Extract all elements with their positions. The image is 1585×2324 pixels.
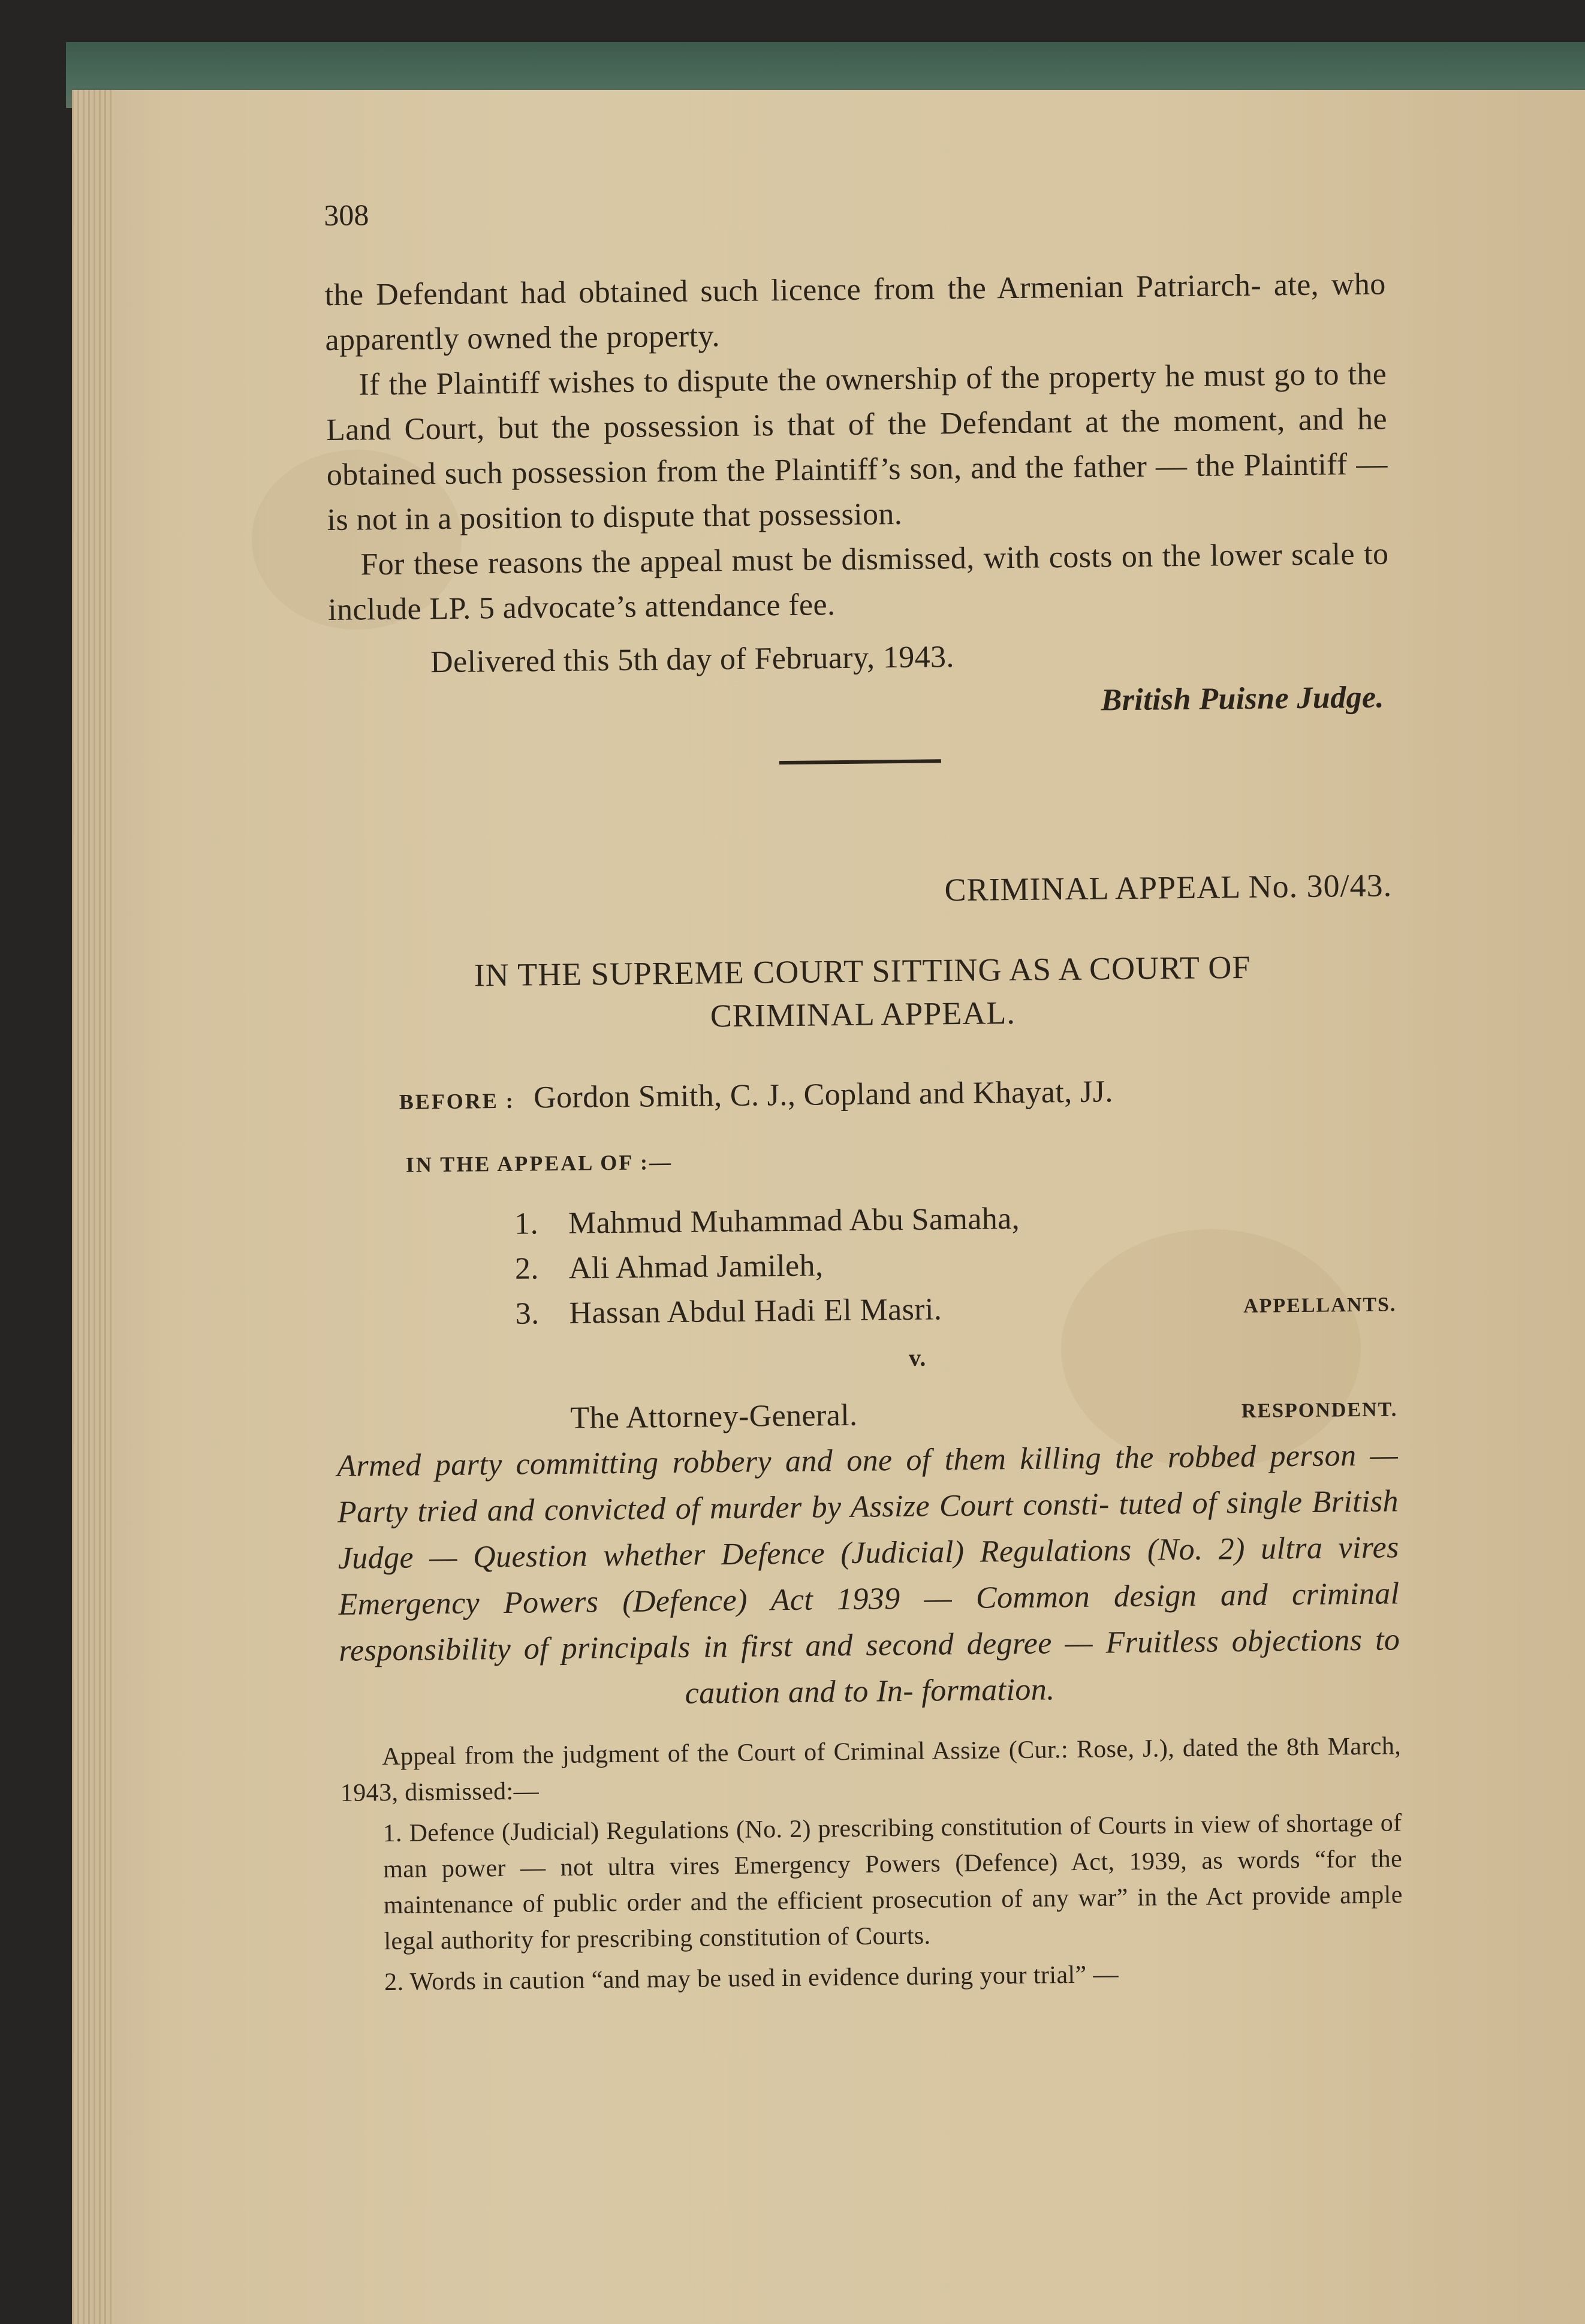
before-line [333,1066,1394,1125]
summary [340,1728,1403,2001]
versus-label: v. [908,1344,926,1371]
paragraph-continuation: the Defendant had obtained such licence from the Armenian Patriarch- ate, who apparently owned the property. [324,267,1386,357]
respondent-name: The Attorney-General. [570,1398,858,1435]
appellant-name: Hassan Abdul Hadi El Masri. [569,1292,942,1330]
before-label: BEFORE : [399,1088,516,1114]
summary-item: 2. Words in caution “and may be used in evidence during your trial” — [384,1961,1119,1997]
in-appeal-label: IN THE APPEAL OF :— [405,1149,673,1177]
appellant-number: 1. [514,1206,539,1241]
judge-signature: British Puisne Judge. [1101,680,1385,718]
appellant-name: Ali Ahmad Jamileh, [568,1248,824,1286]
before-judges: Gordon Smith, C. J., Copland and Khayat, JJ. [533,1074,1113,1115]
summary-intro: Appeal from the judgment of the Court of Criminal Assize (Cur.: Rose, J.), dated the 8th March, 1943, dismissed:— [340,1732,1402,1807]
summary-item: 1. Defence (Judicial) Regulations (No. 2) prescribing constitution of Courts in view of shortage of man power — not ultra vires Emergency Powers (Defence) Act, 1939, as words “for the maintenance of public order and the efficient prosecution of any war” in the Act provide ample legal authority for prescribing constitution of Courts. [382,1809,1403,1956]
paragraph-dismissal: For these reasons the appeal must be dismissed, with costs on the lower scale to include LP. 5 advocate’s attendance fee. [327,537,1389,627]
body-text [324,261,1403,2000]
delivered-date: Delivered this 5th day of February, 1943. [430,640,955,680]
headnote: Armed party committing robbery and one of them killing the robbed person — Party tried and convicted of murder by Assize Court consti- tuted of single British Judge — Question whether Defence (Judicial) Regulations (No. 2) ultra vires Emergency Powers (Defence) Act 1939 — Common design and criminal responsibility of principals in first and second degree — Fruitless objections to caution and to In- formation. [336,1438,1400,1711]
page-stack-edge [72,90,114,2324]
court-title-line: IN THE SUPREME COURT SITTING AS A COURT OF [474,949,1251,994]
respondent-label: RESPONDENT. [1241,1398,1398,1423]
appeal-number: CRIMINAL APPEAL No. 30/43. [944,867,1393,908]
appellant-number: 2. [514,1251,540,1286]
appellant-number: 3. [515,1296,540,1331]
section-divider [779,759,941,764]
appellants-label: APPELLANTS. [1243,1293,1397,1318]
appellant-name: Mahmud Muhammad Abu Samaha, [568,1201,1020,1241]
paragraph-ownership: If the Plaintiff wishes to dispute the ownership of the property he must go to the Land Court, but the possession is that of the Defendant at the moment, and he obtained such possession from the Plaintiff’s son, and the father — the Plaintiff — is not in a position to dispute that possession. [326,357,1388,537]
page-number: 308 [324,198,369,232]
court-title [332,944,1393,1041]
appellants-list [335,1192,1397,1338]
court-title-line: CRIMINAL APPEAL. [710,994,1016,1034]
